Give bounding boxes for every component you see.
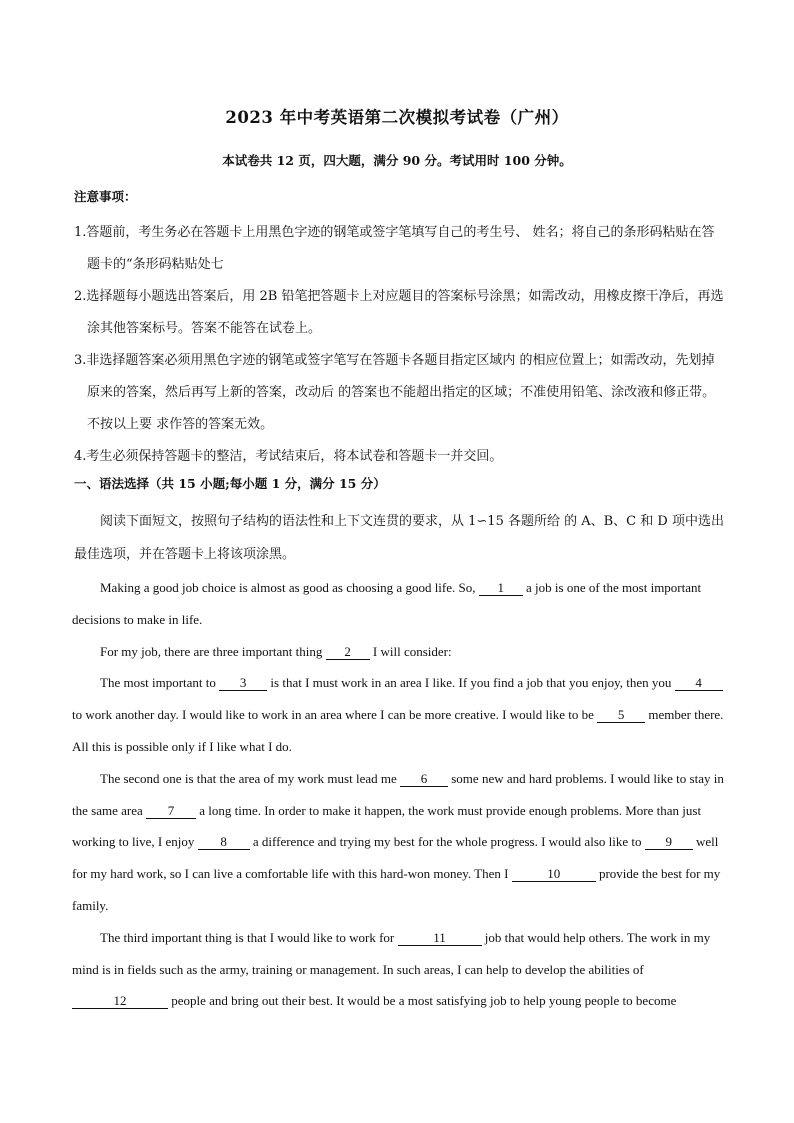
blank-2: 2: [326, 644, 370, 660]
blank-7: 7: [146, 803, 196, 819]
passage-text: well for my hard work, so I can live a comfortable life with this hard-won money. Then I: [72, 834, 719, 882]
blank-6: 6: [400, 771, 448, 787]
notice-item: 2.选择题每小题选出答案后，用 2B 铅笔把答题卡上对应题目的答案标号涂黑；如需改动，用橡皮擦干净后，再选涂其他答案标号。答案不能答在试卷上。: [74, 289, 724, 336]
notice-item: 4.考生必须保持答题卡的整洁，考试结束后，将本试卷和答题卡一并交回。: [74, 449, 503, 464]
notice-item: 1.答题前，考生务必在答题卡上用黑色字迹的钢笔或签字笔填写自己的考生号、 姓名；将自己的条形码粘贴在答题卡的“条形码粘贴处七: [74, 225, 715, 272]
section-heading: 一、语法选择（共 15 小题;每小题 1 分，满分 15 分）: [74, 476, 386, 491]
passage-paragraph: [72, 636, 724, 668]
section-instructions: 阅读下面短文，按照句子结构的语法性和上下文连贯的要求，从 1∽15 各题所给 的 A、B、C 和 D 项中选出最佳选项，并在答题卡上将该项涂黑。: [74, 514, 724, 562]
passage-paragraph: [72, 667, 724, 762]
passage-text: a long time. In order to make it happen, the work must provide enough problems. More than just working to live, I enjoy: [72, 802, 702, 850]
blank-12: 12: [72, 993, 168, 1009]
blank-4: 4: [675, 675, 723, 691]
page-subtitle: 本试卷共 12 页，四大题，满分 90 分。考试用时 100 分钟。: [222, 153, 572, 168]
reading-passage: [72, 572, 724, 1017]
passage-text: The second one is that the area of my work must lead me: [100, 770, 400, 786]
passage-text: For my job, there are three important thing: [100, 643, 326, 659]
blank-11: 11: [398, 930, 482, 946]
passage-text: to work another day. I would like to work in an area where I can be more creative. I would like to be: [72, 707, 598, 723]
blank-3: 3: [219, 675, 267, 691]
passage-text: a difference and trying my best for the whole progress. I would also like to: [249, 834, 645, 850]
passage-text: some new and hard problems. I would like to stay in the same area: [72, 770, 724, 818]
notice-heading: 注意事项：: [74, 189, 137, 204]
passage-paragraph: [72, 763, 724, 922]
passage-text: I will consider:: [369, 643, 452, 659]
passage-text: is that I must work in an area I like. If you find a job that you enjoy, then you: [267, 675, 675, 691]
blank-5: 5: [597, 707, 645, 723]
blank-10: 10: [512, 866, 596, 882]
passage-text: Making a good job choice is almost as good as choosing a good life. So,: [100, 580, 479, 595]
notice-item: 3.非选择题答案必须用黑色字迹的钢笔或签字笔写在答题卡各题目指定区域内 的相应位置上；如需改动，先划掉原来的答案，然后再写上新的答案，改动后 的答案也不能超出指定的区域；不准使用铅笔、涂改液和修正带。不按以上要 求作答的答案无效。: [74, 353, 716, 432]
passage-text: The third important thing is that I would like to work for: [100, 929, 398, 945]
blank-8: 8: [198, 834, 250, 850]
passage-paragraph: [72, 922, 724, 1017]
blank-9: 9: [645, 834, 693, 850]
passage-text: job that would help others. The work in my mind is in fields such as the army, training or management. In such areas, I can help to develop the abilities of: [72, 929, 711, 977]
passage-paragraph: [72, 572, 724, 636]
blank-1: 1: [479, 580, 523, 596]
passage-text: The most important to: [100, 675, 220, 691]
passage-text: provide the best for my family.: [72, 866, 721, 913]
passage-text: member there. All this is possible only if I like what I do.: [72, 707, 724, 754]
notice-list: [74, 217, 726, 473]
page-title: 2023 年中考英语第二次模拟考试卷（广州）: [225, 108, 569, 127]
passage-text: a job is one of the most important decisions to make in life.: [72, 580, 702, 627]
passage-text: people and bring out their best. It would be a most satisfying job to help young people to become: [168, 993, 677, 1009]
